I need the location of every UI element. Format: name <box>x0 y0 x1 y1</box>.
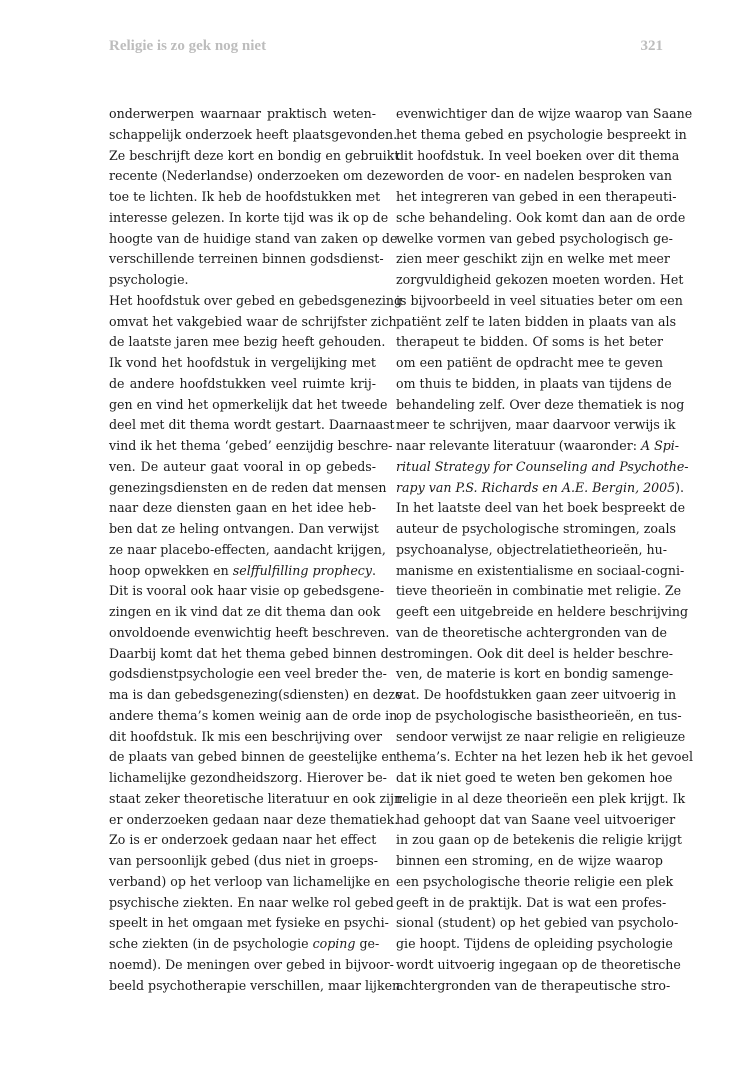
text-line: ben dat ze heling ontvangen. Dan verwijst <box>109 521 379 536</box>
text-line: verband) op het verloop van lichamelijke en <box>109 873 390 889</box>
text-line: stromingen. Ook dit deel is helder beschre- <box>396 645 674 661</box>
text-line: sional (student) op het gebied van psycholo- <box>396 915 679 931</box>
text-column-left <box>109 104 403 996</box>
text-line: noemd). De meningen over gebed in bijvoor- <box>109 956 394 972</box>
text-line: Het hoofdstuk over gebed en gebedsgenezing <box>109 292 403 308</box>
text-line: sche behandeling. Ook komt dan aan de orde <box>396 209 686 225</box>
text-line: ven. De auteur gaat vooral in op gebeds- <box>109 458 376 474</box>
text-line: Dit is vooral ook haar visie op gebedsgene- <box>109 583 385 599</box>
italic-text: ritual Strategy for Counseling and Psychothe- <box>396 458 689 474</box>
text-line: Ze beschrijft deze kort en bondig en gebruikt <box>109 147 400 163</box>
text-line: is bijvoorbeeld in veel situaties beter om een <box>396 292 683 308</box>
text-line: onvoldoende evenwichtig heeft beschreven. <box>109 624 390 640</box>
text-line: onderwerpen waarnaar praktisch weten- <box>109 106 376 121</box>
text-line: geeft een uitgebreide en heldere beschrijving <box>396 604 689 619</box>
text-line: rapy van P.S. Richards en A.E. Bergin, 2005). <box>396 479 685 495</box>
text-line: genezingsdiensten en de reden dat mensen <box>109 479 387 495</box>
text-line: Ik vond het hoofdstuk in vergelijking met <box>109 355 376 370</box>
text-line: speelt in het omgaan met fysieke en psychi- <box>109 915 389 931</box>
text-line: ze naar placebo-effecten, aandacht krijgen, <box>109 541 386 557</box>
text-line: op de psychologische basistheorieën, en tus- <box>396 707 682 723</box>
text-line: omvat het vakgebied waar de schrijfster zich <box>109 313 397 329</box>
text-line: toe te lichten. Ik heb de hoofdstukken met <box>109 189 381 204</box>
page-number: 321 <box>640 38 663 54</box>
text-line: patiënt zelf te laten bidden in plaats van als <box>396 313 677 329</box>
text-line: manisme en existentialisme en sociaal-cogni- <box>396 562 685 578</box>
text-line: psychische ziekten. En naar welke rol gebed <box>109 894 394 910</box>
text-line: gie hoopt. Tijdens de opleiding psychologie <box>396 936 673 951</box>
text-line: beeld psychotherapie verschillen, maar lijken <box>109 977 401 993</box>
text-line: de laatste jaren mee bezig heeft gehouden. <box>109 334 386 350</box>
text-line: andere thema’s komen weinig aan de orde in <box>109 707 398 723</box>
running-header <box>109 38 663 62</box>
text-line: vat. De hoofdstukken gaan zeer uitvoerig in <box>396 687 677 702</box>
text-line: had gehoopt dat van Saane veel uitvoeriger <box>396 811 676 827</box>
text-line: het integreren van gebed in een therapeuti- <box>396 189 677 204</box>
text-line: hoop opwekken en selffulfilling prophecy. <box>109 562 376 578</box>
text-line: om thuis te bidden, in plaats van tijdens de <box>396 375 672 391</box>
text-line: dit hoofdstuk. Ik mis een beschrijving over <box>109 728 383 744</box>
italic-text: coping <box>312 936 356 951</box>
text-line: deel met dit thema wordt gestart. Daarnaast <box>109 417 395 433</box>
italic-text: selffulfilling prophecy <box>232 562 372 578</box>
text-line: binnen een stroming, en de wijze waarop <box>396 853 663 868</box>
text-line: van persoonlijk gebed (dus niet in groeps- <box>109 853 378 868</box>
running-title: Religie is zo gek nog niet <box>109 38 267 54</box>
italic-text: rapy van P.S. Richards en A.E. Bergin, 2005 <box>396 479 676 495</box>
text-line: psychoanalyse, objectrelatietheorieën, hu- <box>396 541 667 557</box>
text-line: ma is dan gebedsgenezing(sdiensten) en deze <box>109 687 403 702</box>
text-line: geeft in de praktijk. Dat is wat een profes- <box>396 894 667 910</box>
text-line <box>396 457 689 478</box>
text-line: zorgvuldigheid gekozen moeten worden. Het <box>396 272 684 287</box>
text-line: lichamelijke gezondheidszorg. Hierover be- <box>109 770 387 785</box>
text-line: dat ik niet goed te weten ben gekomen hoe <box>396 770 673 785</box>
text-line: hoogte van de huidige stand van zaken op de <box>109 230 398 246</box>
text-line: vind ik het thema ‘gebed’ eenzijdig beschre- <box>109 438 393 453</box>
text-line: worden de voor- en nadelen besproken van <box>396 168 672 184</box>
text-line: ven, de materie is kort en bondig samenge- <box>396 666 674 682</box>
text-line: een psychologische theorie religie een plek <box>396 873 674 889</box>
text-line: de plaats van gebed binnen de geestelijke en <box>109 749 397 765</box>
text-line: thema’s. Echter na het lezen heb ik het gevoel <box>396 749 693 765</box>
text-line: er onderzoeken gedaan naar deze thematiek. <box>109 811 399 827</box>
text-line: meer te schrijven, maar daarvoor verwijs ik <box>396 417 676 433</box>
text-line: auteur de psychologische stromingen, zoals <box>396 521 677 536</box>
text-line: recente (Nederlandse) onderzoeken om deze <box>109 168 397 184</box>
text-line: naar relevante literatuur (waaronder: A Spi- <box>396 438 680 453</box>
text-line: behandeling zelf. Over deze thematiek is nog <box>396 396 685 412</box>
text-line: het thema gebed en psychologie bespreekt in <box>396 126 687 142</box>
text-column-right <box>396 104 693 996</box>
text-line: in zou gaan op de betekenis die religie krijgt <box>396 832 682 848</box>
text-line: godsdienstpsychologie een veel breder the- <box>109 666 387 682</box>
text-line: therapeut te bidden. Of soms is het beter <box>396 334 663 350</box>
italic-text: A Spi- <box>640 438 680 453</box>
text-line: Zo is er onderzoek gedaan naar het effect <box>109 832 377 848</box>
text-line: interesse gelezen. In korte tijd was ik op de <box>109 209 389 225</box>
text-line: Daarbij komt dat het thema gebed binnen de <box>109 645 397 661</box>
text-line: van de theoretische achtergronden van de <box>396 624 667 640</box>
text-line: welke vormen van gebed psychologisch ge- <box>396 230 673 246</box>
text-line: dit hoofdstuk. In veel boeken over dit thema <box>396 147 680 163</box>
text-line: zien meer geschikt zijn en welke met meer <box>396 251 670 267</box>
text-line: wordt uitvoerig ingegaan op de theoretische <box>396 956 681 972</box>
text-line: In het laatste deel van het boek bespreekt de <box>396 500 686 516</box>
text-line: staat zeker theoretische literatuur en ook zijn <box>109 790 403 806</box>
text-line: evenwichtiger dan de wijze waarop van Saane <box>396 106 693 121</box>
text-line: gen en vind het opmerkelijk dat het tweede <box>109 396 388 412</box>
text-line: schappelijk onderzoek heeft plaatsgevonden. <box>109 126 398 142</box>
text-line: de andere hoofdstukken veel ruimte krij- <box>109 375 376 391</box>
text-line: psychologie. <box>109 272 189 287</box>
text-line: naar deze diensten gaan en het idee heb- <box>109 500 376 516</box>
text-line: zingen en ik vind dat ze dit thema dan ook <box>109 604 381 619</box>
text-line: om een patiënt de opdracht mee te geven <box>396 355 663 370</box>
text-line: tieve theorieën in combinatie met religie. Ze <box>396 583 682 599</box>
text-line: verschillende terreinen binnen godsdienst- <box>109 251 384 267</box>
text-line: religie in al deze theorieën een plek krijgt. Ik <box>396 790 686 806</box>
text-line: sche ziekten (in de psychologie coping ge- <box>109 936 380 951</box>
text-line: achtergronden van de therapeutische stro- <box>396 977 671 993</box>
text-line: sendoor verwijst ze naar religie en religieuze <box>396 728 686 744</box>
